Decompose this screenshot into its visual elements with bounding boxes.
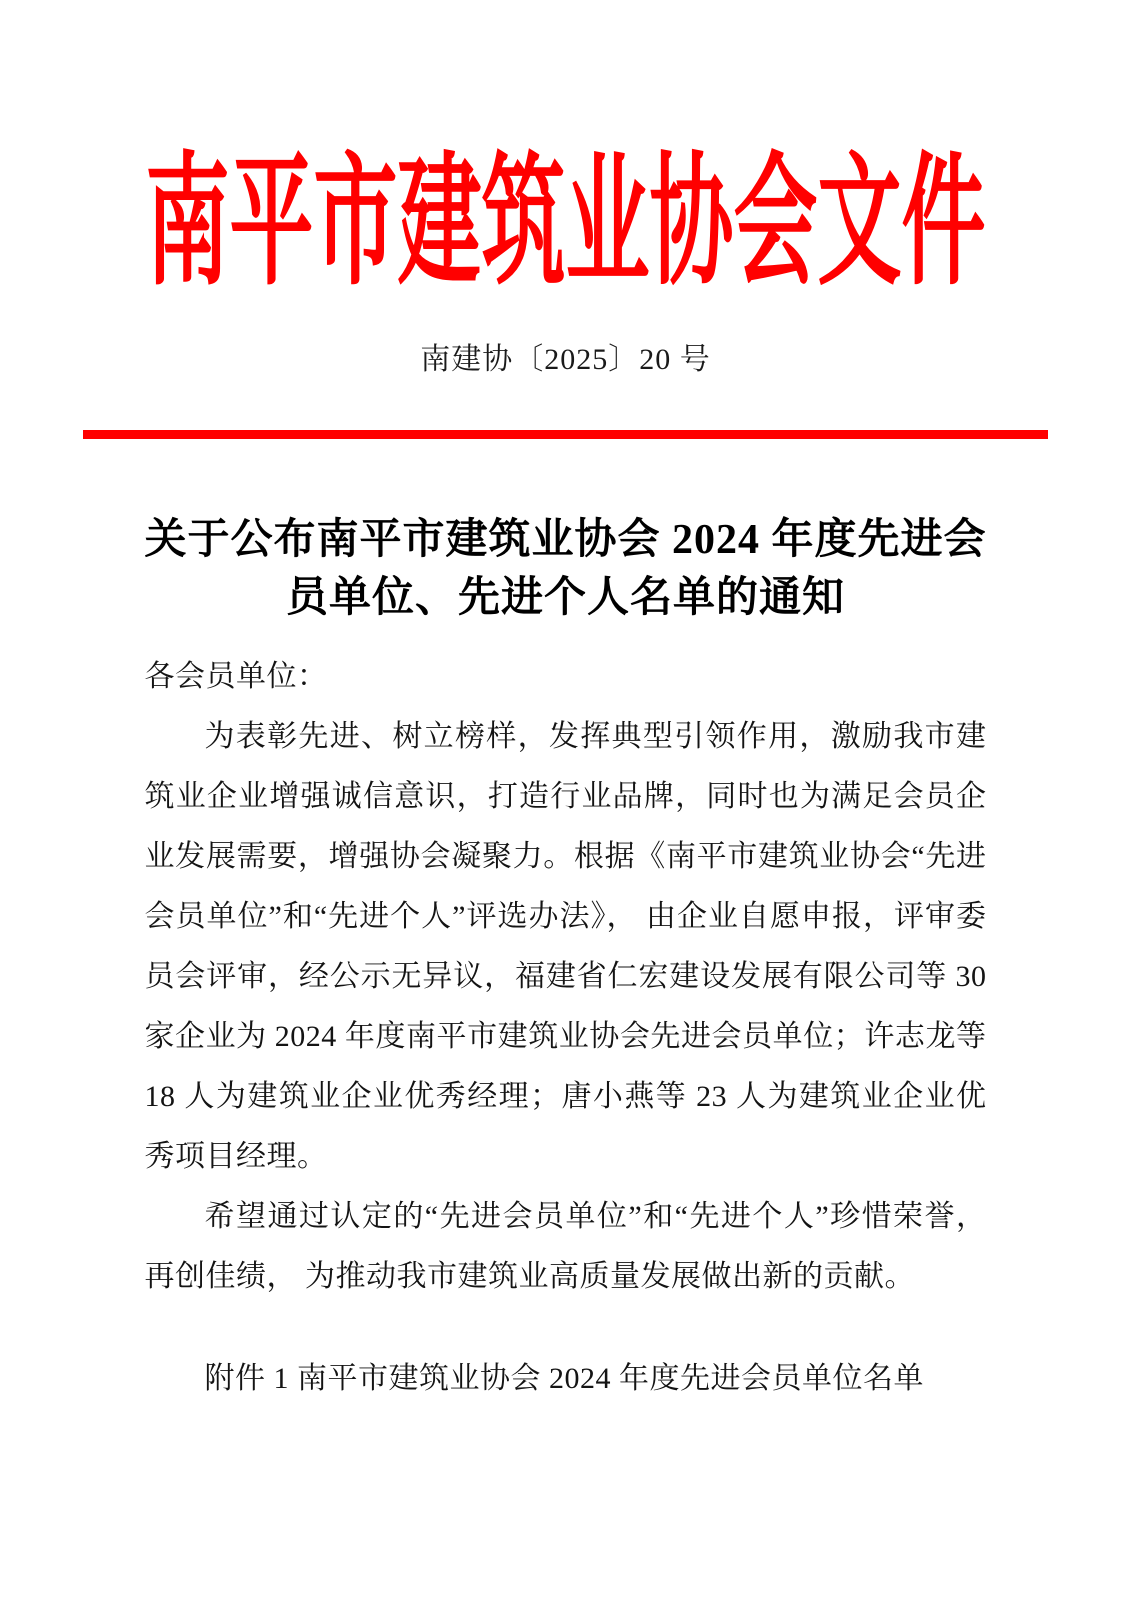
- org-header-title: 南平市建筑业协会文件: [145, 145, 986, 304]
- doc-title-line1: 关于公布南平市建筑业协会 2024 年度先进会: [144, 517, 987, 563]
- body-paragraph-2: 希望通过认定的“先进会员单位”和“先进个人”珍惜荣誉，再创佳绩， 为推动我市建筑业高质量发展做出新的贡献。: [144, 1200, 987, 1293]
- doc-body: [145, 647, 987, 1409]
- org-header-banner: [0, 145, 1131, 304]
- doc-title-line2: 员单位、先进个人名单的通知: [285, 575, 845, 621]
- red-divider-line: [83, 430, 1048, 439]
- attachment-line: 附件 1 南平市建筑业协会 2024 年度先进会员单位名单: [204, 1362, 924, 1395]
- doc-title: [126, 511, 1006, 627]
- salutation-line: 各会员单位：: [144, 660, 328, 693]
- body-paragraph-1: 为表彰先进、树立榜样，发挥典型引领作用，激励我市建筑业企业增强诚信意识，打造行业品牌，同时也为满足会员企业发展需要，增强协会凝聚力。根据《南平市建筑业协会“先进会员单位”和“先进个人”评选办法》， 由企业自愿申报，评审委员会评审，经公示无异议，福建省仁宏建设发展有限公司等 30 家企业为 2024 年度南平市建筑业协会先进会员单位；许志龙等 18 人为建筑业企业优秀经理；唐小燕等 23 人为建筑业企业优秀项目经理。: [144, 720, 987, 1173]
- doc-number: 南建协〔2025〕20 号: [420, 343, 711, 376]
